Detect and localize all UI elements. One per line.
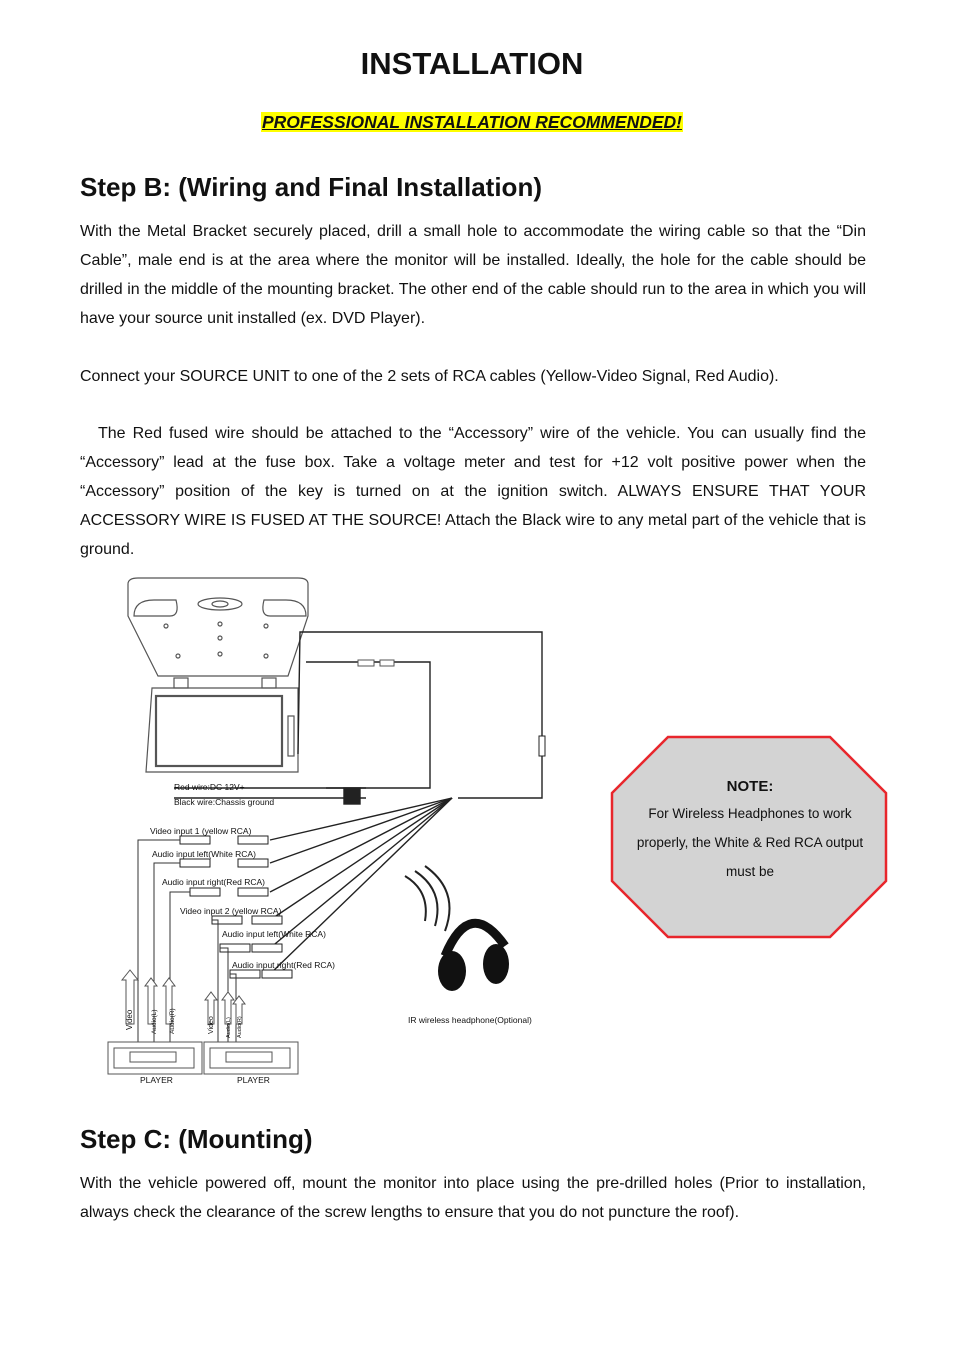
signal-arrows — [122, 970, 245, 1024]
note-heading: NOTE: — [726, 778, 774, 795]
headphone-label: IR wireless headphone(Optional) — [408, 1015, 532, 1025]
video1-label: Video input 1 (yellow RCA) — [150, 826, 252, 836]
note-content — [624, 778, 876, 886]
audio-right-2-label: Audio input right(Red RCA) — [232, 960, 335, 970]
power-wiring — [174, 632, 542, 804]
audio-right-1-label: Audio input right(Red RCA) — [162, 877, 265, 887]
monitor-drawing — [128, 578, 308, 772]
player-2-label: PLAYER — [237, 1075, 270, 1085]
step-c-heading: Step C: (Mounting) — [80, 1124, 313, 1154]
page-title: INSTALLATION — [360, 46, 584, 81]
step-b-paragraph-3: The Red fused wire should be attached to the “Accessory” wire of the vehicle. You can usually find the “Accessory” lead at the fuse box. Take a voltage meter and test for +12 volt positive power when the “Accessory” position of the key is turned on at the ignition switch. ALWAYS ENSURE THAT YOUR ACCESSORY WIRE IS FUSED AT THE SOURCE! Attach the Black wire to any metal part of the vehicle that is ground. — [80, 425, 866, 558]
harness-wires — [270, 798, 452, 974]
player-1-label: PLAYER — [140, 1075, 173, 1085]
red-wire-label: Red wire:DC 12V+ — [174, 782, 245, 792]
audio-r-1-vertical: Audio(R) — [169, 1008, 176, 1034]
video-2-vertical: Video — [208, 1016, 215, 1034]
step-b-paragraph-1: With the Metal Bracket securely placed, drill a small hole to accommodate the wiring cable so that the “Din Cable”, male end is at the area where the monitor will be installed. Ideally, the hole for the cable should be drilled in the middle of the mounting bracket. The other end of the cable should run to the area in which you will have your source unit installed (ex. DVD Player). — [80, 223, 866, 327]
note-body: For Wireless Headphones to work properly, the White & Red RCA output must be — [636, 806, 864, 879]
step-c-paragraph: With the vehicle powered off, mount the monitor into place using the pre-drilled holes (Prior to installation, always check the clearance of the screw lengths to ensure that you do not puncture the roof). — [80, 1175, 866, 1221]
audio-l-1-vertical: Audio(L) — [151, 1009, 158, 1034]
black-wire-label: Black wire:Chassis ground — [174, 797, 275, 807]
wiring-diagram — [100, 576, 568, 1096]
player-units — [108, 1042, 298, 1074]
page-subtitle: PROFESSIONAL INSTALLATION RECOMMENDED! — [262, 112, 682, 132]
audio-left-2-label: Audio input left(White RCA) — [222, 929, 326, 939]
step-b-heading: Step B: (Wiring and Final Installation) — [80, 172, 542, 202]
headphone-drawing — [405, 866, 509, 991]
subtitle-container — [0, 112, 944, 133]
audio-l-2-vertical: Audio(L) — [226, 1017, 232, 1038]
video2-label: Video input 2 (yellow RCA) — [180, 906, 282, 916]
audio-left-1-label: Audio input left(White RCA) — [152, 849, 256, 859]
audio-r-2-vertical: Audio(R) — [237, 1016, 243, 1038]
video-1-vertical: Video — [125, 1009, 134, 1030]
step-b-paragraph-2: Connect your SOURCE UNIT to one of the 2 sets of RCA cables (Yellow-Video Signal, Red Audio). — [80, 368, 779, 385]
